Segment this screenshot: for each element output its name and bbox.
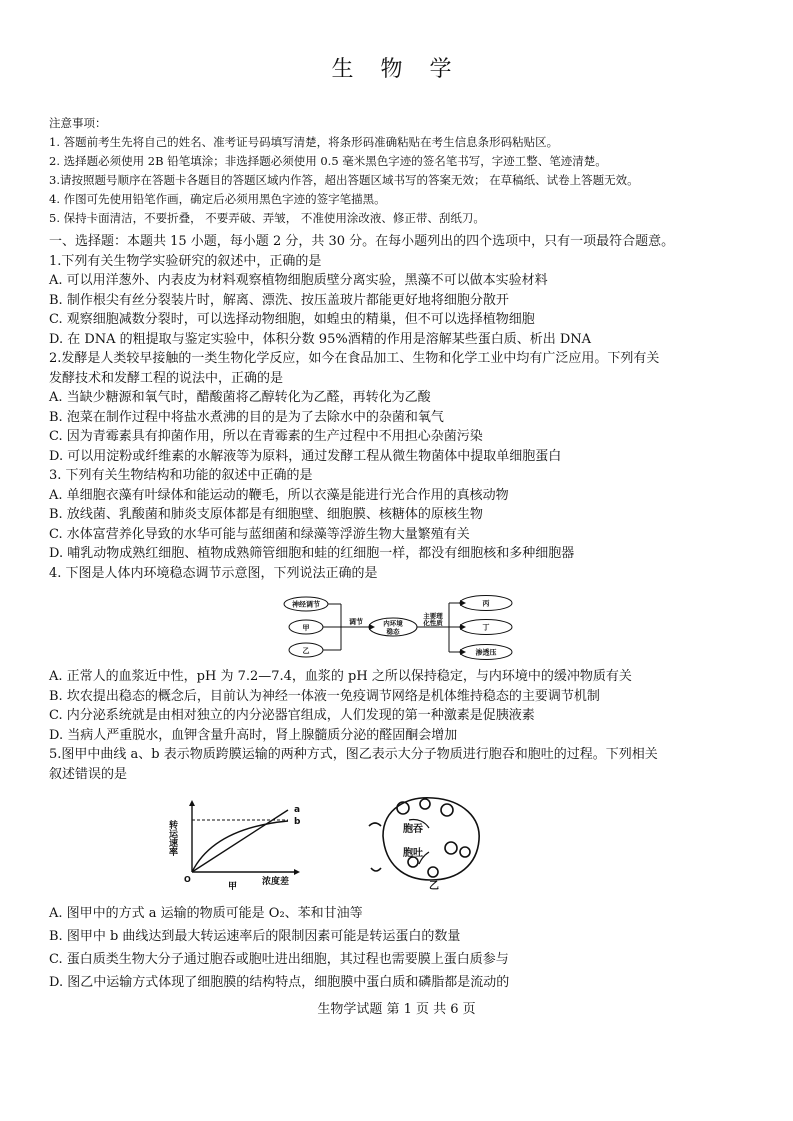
q3-option-c: C. 水体富营养化导致的水华可能与蓝细菌和绿藻等浮游生物大量繁殖有关 (49, 526, 470, 542)
q4-stem: 4. 下图是人体内环境稳态调节示意图，下列说法正确的是 (49, 565, 378, 581)
q5-option-b: B. 图甲中 b 曲线达到最大转运速率后的限制因素可能是转运蛋白的数量 (49, 929, 461, 944)
notes-item: 1. 答题前考生先将自己的姓名、准考证号码填写清楚，将条形码准确粘贴在考生信息条形码粘贴区。 (49, 135, 559, 149)
questions-1-4 (49, 232, 779, 583)
graph-origin: O (184, 875, 191, 884)
q5-option-d: D. 图乙中运输方式体现了细胞膜的结构特点，细胞膜中蛋白质和磷脂都是流动的 (49, 975, 510, 990)
transport-rate-graph (166, 798, 316, 890)
q2-stem-cont: 发酵技术和发酵工程的说法中，正确的是 (49, 370, 284, 386)
q3-stem: 3. 下列有关生物结构和功能的叙述中正确的是 (49, 468, 313, 483)
graph-ylabel: 转运速率 (167, 820, 177, 856)
section-heading: 一、选择题：本题共 15 小题，每小题 2 分，共 30 分。在每小题列出的四个选项中，只有一项最符合题意。 (49, 234, 675, 249)
q4-option-d: D. 当病人严重脱水，血钾含量升高时，肾上腺髓质分泌的醛固酮会增加 (49, 727, 458, 743)
notes-section (49, 114, 769, 228)
q2-option-c: C. 因为青霉素具有抑菌作用，所以在青霉素的生产过程中不用担心杂菌污染 (49, 429, 483, 444)
q3-option-b: B. 放线菌、乳酸菌和肺炎支原体都是有细胞壁、细胞膜、核糖体的原核生物 (49, 507, 483, 522)
graph-label-b: b (294, 817, 301, 827)
vesicle (441, 804, 453, 816)
q1-option-a: A. 可以用洋葱外、内表皮为材料观察植物细胞质壁分离实验，黑藻不可以做本实验材料 (49, 273, 548, 288)
diagram-label-center-1: 内环境 (383, 619, 403, 628)
q4-option-a: A. 正常人的血浆近中性，pH 为 7.2—7.4，血浆的 pH 之所以保持稳定，与内环境中的缓冲物质有关 (49, 669, 632, 684)
q2-option-b: B. 泡菜在制作过程中将盐水煮沸的目的是为了去除水中的杂菌和氧气 (49, 409, 444, 425)
q4-option-b: B. 坎农提出稳态的概念后，目前认为神经一体液一免疫调节网络是机体维持稳态的主要调节机制 (49, 688, 600, 704)
q3-option-d: D. 哺乳动物成熟红细胞、植物成熟筛管细胞和蛙的红细胞一样，都没有细胞核和多种细胞器 (49, 546, 575, 561)
notes-item: 3.请按照题号顺序在答题卡各题目的答题区域内作答，超出答题区域书写的答案无效； 在草稿纸、试卷上答题无效。 (49, 173, 639, 187)
label-exocytosis: 胞吐 (403, 848, 423, 859)
q5-options (49, 902, 779, 994)
q3-option-a: A. 单细胞衣藻有叶绿体和能运动的鞭毛，所以衣藻是能进行光合作用的真核动物 (49, 487, 509, 503)
notes-heading: 注意事项： (49, 116, 107, 130)
q1-option-c: C. 观察细胞减数分裂时，可以选择动物细胞，如蝗虫的精巢，但不可以选择植物细胞 (49, 312, 535, 327)
vesicle (420, 799, 430, 809)
particle (369, 823, 381, 826)
vesicle (460, 847, 470, 857)
q1-option-b: B. 制作根尖有丝分裂装片时，解离、漂洗、按压盖玻片都能更好地将细胞分散开 (49, 292, 509, 308)
notes-item: 4. 作图可先使用铅笔作画，确定后必须用黑色字迹的签字笔描黑。 (49, 192, 386, 206)
q5-option-a: A. 图甲中的方式 a 运输的物质可能是 O₂、苯和甘油等 (49, 906, 363, 921)
diagram-label-bing: 丙 (482, 599, 490, 608)
homeostasis-diagram (283, 594, 513, 664)
graph-curve-b (192, 821, 288, 872)
diagram-label-regulate: 调节 (349, 618, 363, 626)
diagram-label-properties-2: 化性质 (423, 619, 443, 627)
q2-stem: 2.发酵是人类较早接触的一类生物化学反应，如今在食品加工、生物和化学工业中均有广泛应用。下列有关 (49, 351, 660, 366)
q1-option-d: D. 在 DNA 的粗提取与鉴定实验中，体积分数 95%酒精的作用是溶解某些蛋白质、析出 DNA (49, 331, 592, 347)
particle (371, 868, 381, 871)
diagram-label-jia: 甲 (302, 624, 310, 632)
endocytosis-diagram (363, 790, 493, 890)
q5-stem: 5.图甲中曲线 a、b 表示物质跨膜运输的两种方式，图乙表示大分子物质进行胞吞和胞吐的过程。下列相关 (49, 747, 658, 762)
label-endocytosis: 胞吞 (403, 824, 423, 835)
graph-curve-a (192, 810, 288, 872)
graph-label-a: a (294, 805, 301, 815)
diagram-label-neural: 神经调节 (292, 600, 320, 609)
graph-xlabel: 浓度差 (262, 877, 290, 887)
questions-4-5 (49, 667, 779, 784)
vesicle (428, 867, 438, 877)
diagram-label-ding: 丁 (482, 623, 490, 632)
page-title: 生 物 学 (331, 57, 462, 82)
q4-option-c: C. 内分泌系统就是由相对独立的内分泌器官组成，人们发现的第一种激素是促胰液素 (49, 708, 535, 723)
q1-stem: 1.下列有关生物学实验研究的叙述中，正确的是 (49, 253, 322, 269)
q5-stem-cont: 叙述错误的是 (49, 766, 128, 782)
diagram-label-center-2: 稳态 (386, 627, 400, 636)
page-footer: 生物学试题 第 1 页 共 6 页 (317, 1002, 476, 1017)
diagram-label-osmotic: 渗透压 (475, 648, 497, 657)
notes-item: 2. 选择题必须使用 2B 铅笔填涂；非选择题必须使用 0.5 毫米黑色字迹的签名笔书写，字迹工整、笔迹清楚。 (49, 154, 607, 168)
q5-option-c: C. 蛋白质类生物大分子通过胞吞或胞吐进出细胞，其过程也需要膜上蛋白质参与 (49, 952, 509, 967)
q2-option-d: D. 可以用淀粉或纤维素的水解液等为原料，通过发酵工程从微生物菌体中提取单细胞蛋白 (49, 448, 562, 464)
cell-caption: 乙 (429, 881, 439, 890)
q2-option-a: A. 当缺少糖源和氧气时，醋酸菌将乙醇转化为乙醛，再转化为乙酸 (49, 390, 431, 405)
diagram-label-yi: 乙 (302, 647, 310, 655)
vesicle (445, 842, 457, 854)
diagram-label-properties-1: 主要理 (423, 612, 443, 620)
graph-caption: 甲 (228, 882, 238, 890)
notes-item: 5. 保持卡面清洁，不要折叠， 不要弄破、弄皱， 不准使用涂改液、修正带、刮纸刀。 (49, 211, 485, 225)
